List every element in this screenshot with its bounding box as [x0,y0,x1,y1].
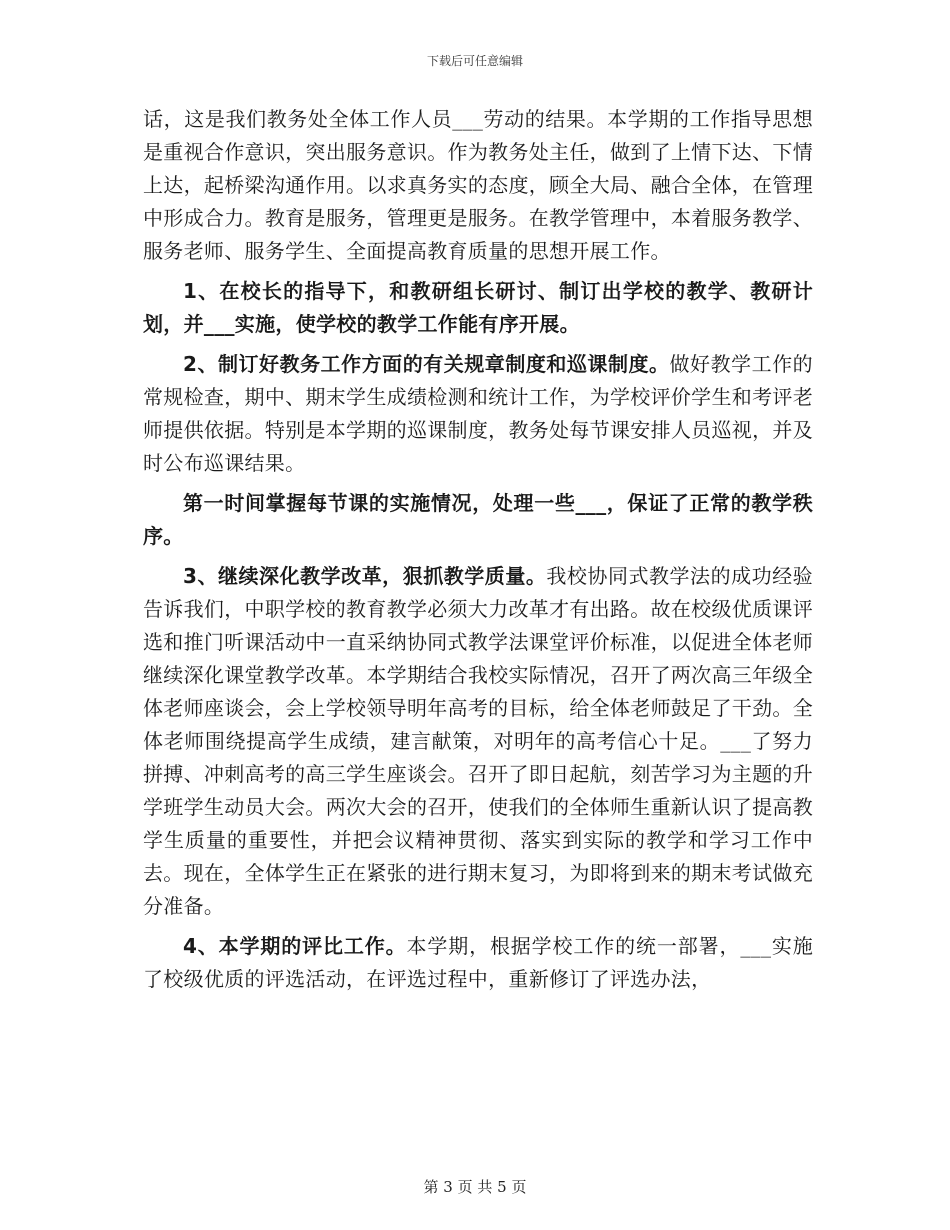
paragraph-heading: 3、继续深化教学改革，狠抓教学质量。 [183,564,547,588]
paragraph-heading: 第一时间掌握每节课的实施情况，处理一些___，保证了正常的教学秩序。 [143,491,813,548]
paragraph-text: 我校协同式教学法的成功经验告诉我们，中职学校的教育教学必须大力改革才有出路。故在校级优质课评选和推门听课活动中一直采纳协同式教学法课堂评价标准，以促进全体老师继续深化课堂教学改革。本学期结合我校实际情况，召开了两次高三年级全体老师座谈会，会上学校领导明年高考的目标，给全体老师鼓足了干劲。全体老师围绕提高学生成绩，建言献策，对明年的高考信心十足。___了努力拼搏、冲刺高考的高三学生座谈会。召开了即日起航，刻苦学习为主题的升学班学生动员大会。两次大会的召开，使我们的全体师生重新认识了提高教学生质量的重要性，并把会议精神贯彻、落实到实际的教学和学习工作中去。现在，全体学生正在紧张的进行期末复习，为即将到来的期末考试做充分准备。 [143,564,813,918]
paragraph-text: 话，这是我们教务处全体工作人员___劳动的结果。本学期的工作指导思想是重视合作意识，突出服务意识。作为教务处主任，做到了上情下达、下情上达，起桥梁沟通作用。以求真务实的态度，顾全大局、融合全体，在管理中形成合力。教育是服务，管理更是服务。在教学管理中，本着服务教学、服务老师、服务学生、全面提高教育质量的思想开展工作。 [143,107,813,263]
page-header: 下载后可任意编辑 [426,54,523,68]
paragraph-item-3 [143,560,813,923]
paragraph-text: 本学期，根据学校工作的统一部署，___实施了校级优质的评选活动，在评选过程中，重新修订了评选办法， [143,934,813,991]
document-body [143,103,813,1003]
paragraph-item-2-continued [143,487,813,553]
paragraph-heading: 4、本学期的评比工作。 [183,934,407,958]
paragraph-item-4 [143,930,813,996]
paragraph-heading: 2、制订好教务工作方面的有关规章制度和巡课制度。 [183,352,670,376]
paragraph-item-1 [143,275,813,341]
page-number-footer: 第 3 页 共 5 页 [423,1178,527,1196]
paragraph-text: 做好教学工作的常规检查，期中、期末学生成绩检测和统计工作，为学校评价学生和考评老师提供依据。特别是本学期的巡课制度，教务处每节课安排人员巡视，并及时公布巡课结果。 [143,352,813,475]
paragraph-item-2 [143,348,813,480]
paragraph-intro [143,103,813,268]
paragraph-heading: 1、在校长的指导下，和教研组长研讨、制订出学校的教学、教研计划，并___实施，使学校的教学工作能有序开展。 [143,279,813,336]
